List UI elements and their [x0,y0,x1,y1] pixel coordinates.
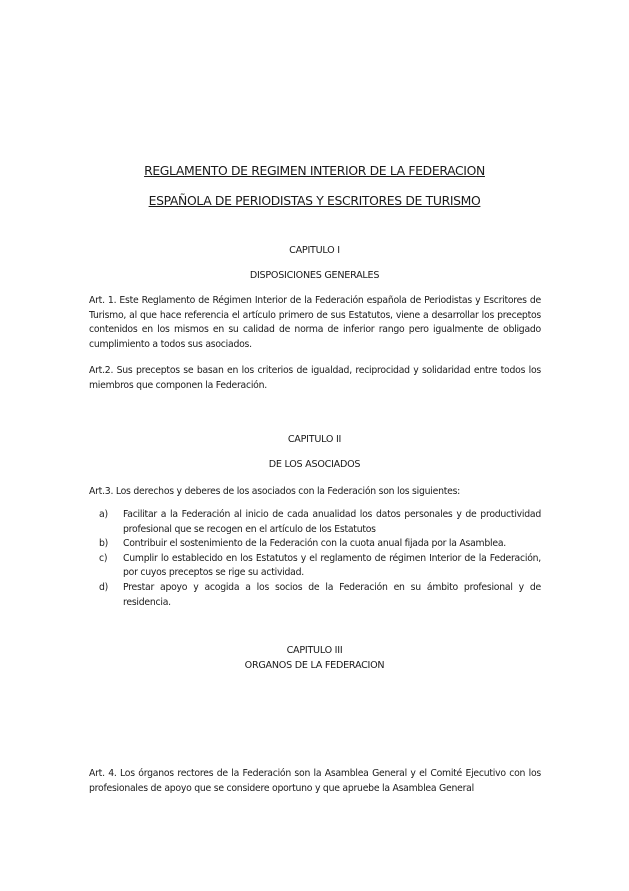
list-item-text: Prestar apoyo y acogida a los socios de la Federación en su ámbito profesional y de residencia. [123,581,541,608]
list-item-text: Cumplir lo establecido en los Estatutos y el reglamento de régimen Interior de la Federación, por cuyos preceptos se rige su actividad. [123,552,541,579]
article-3: Art.3. Los derechos y deberes de los asociados con la Federación son los siguientes: [89,486,461,497]
list-item-text: Contribuir el sostenimiento de la Federación con la cuota anual fijada por la Asamblea. [123,538,506,550]
article-2: Art.2. Sus preceptos se basan en los criterios de igualdad, reciprocidad y solidaridad entre todos los miembros que componen la Federación. [89,365,541,391]
list-item [89,581,541,610]
list-item-marker: b) [99,538,109,550]
document-title-line-2: ESPAÑOLA DE PERIODISTAS Y ESCRITORES DE TURISMO [148,193,481,208]
chapter-3-subheading: ORGANOS DE LA FEDERACION [244,660,385,671]
chapter-1-subheading: DISPOSICIONES GENERALES [249,270,380,281]
rights-duties-list [89,508,541,610]
article-4: Art. 4. Los órganos rectores de la Federación son la Asamblea General y el Comité Ejecutivo con los profesionales de apoyo que se considere oportuno y que apruebe la Asamblea General [89,768,541,794]
document-title-line-1: REGLAMENTO DE REGIMEN INTERIOR DE LA FEDERACION [144,163,485,178]
list-item [89,537,541,552]
list-item-marker: a) [99,509,108,520]
chapter-3-heading: CAPITULO III [286,645,343,656]
list-item-marker: c) [99,552,108,564]
chapter-1-heading: CAPITULO I [289,245,340,256]
list-item-marker: d) [99,581,109,593]
article-1: Art. 1. Este Reglamento de Régimen Interior de la Federación española de Periodistas y Escritores de Turismo, al que hace referencia el artículo primero de sus Estatutos, viene a desarrollar los preceptos contenidos en los mismos en su calidad de norma de inferior rango pero igualmente de obligado cumplimiento a todos sus asociados. [89,295,541,350]
chapter-2-subheading: DE LOS ASOCIADOS [268,459,361,470]
list-item-text: Facilitar a la Federación al inicio de cada anualidad los datos personales y de productividad profesional que se recogen en el artículo de los Estatutos [123,509,541,535]
chapter-2-heading: CAPITULO II [287,434,342,445]
list-item [89,508,541,537]
list-item [89,552,541,581]
